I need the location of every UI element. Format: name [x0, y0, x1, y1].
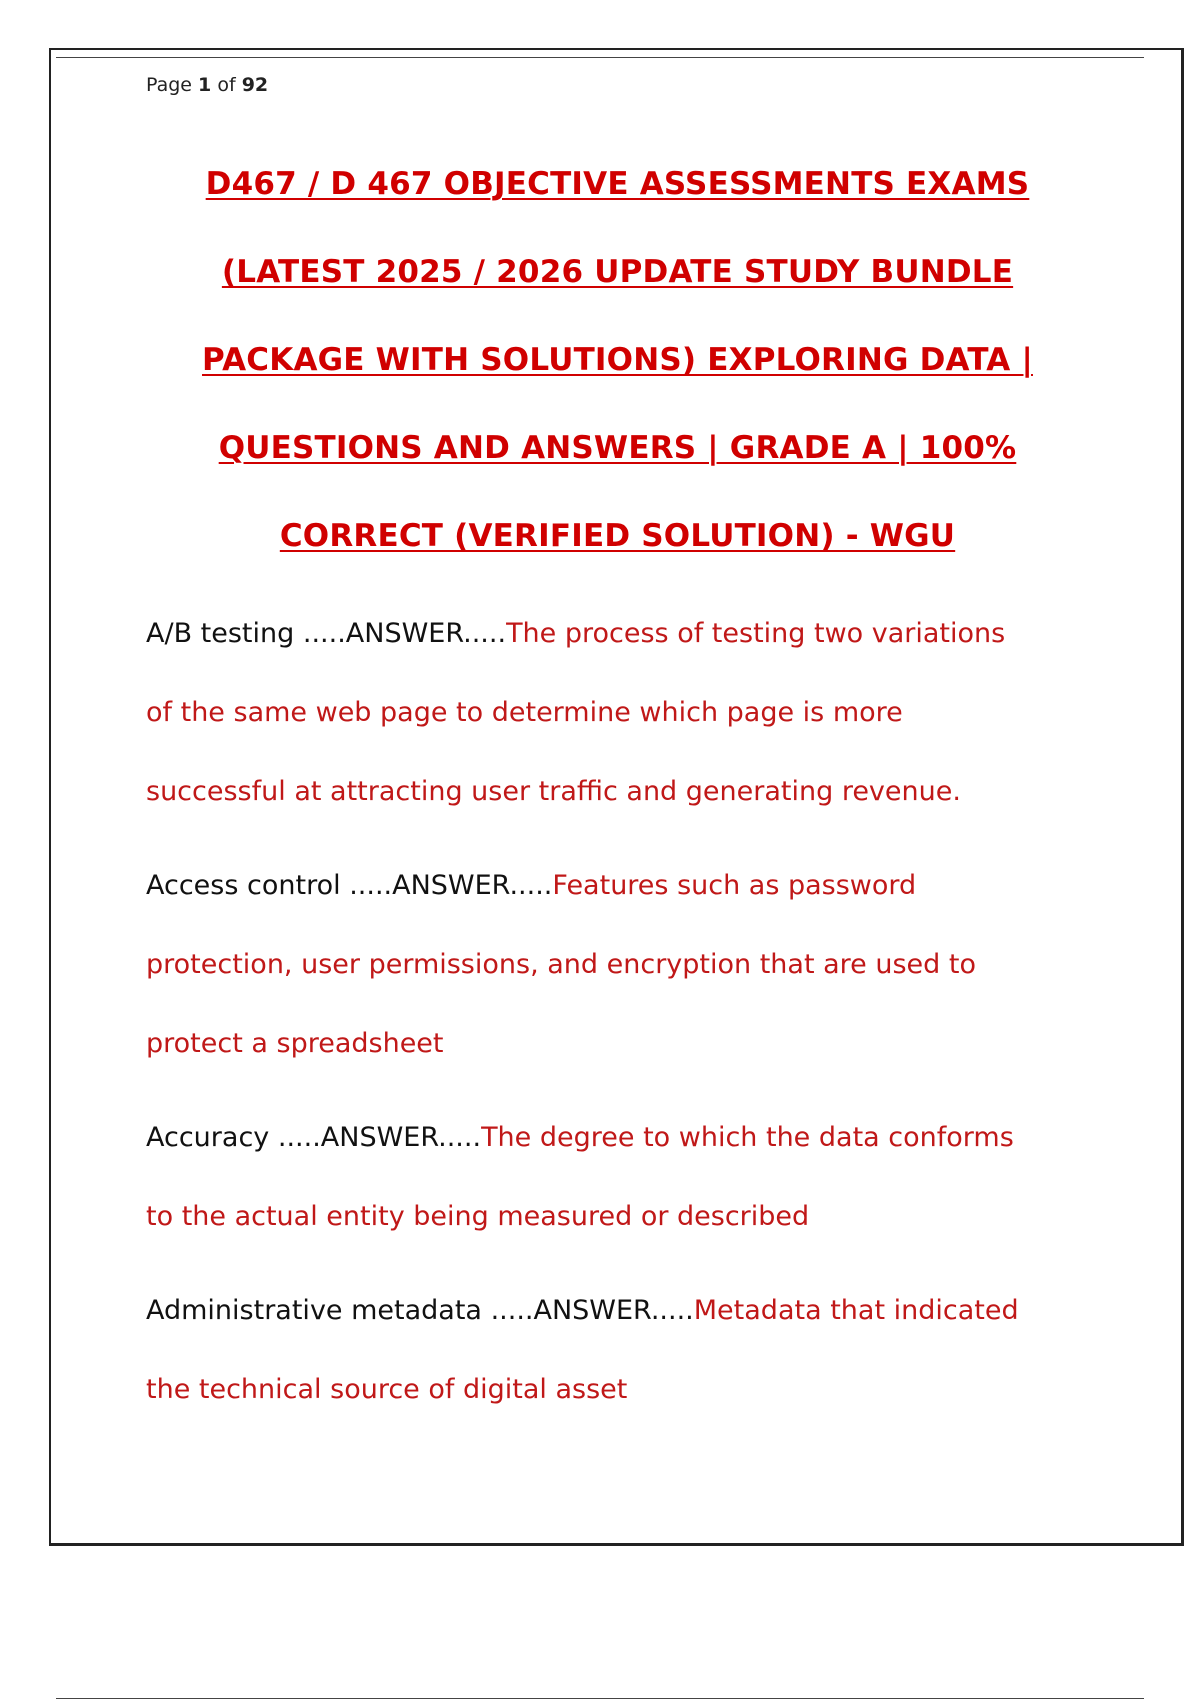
of-word: of: [217, 74, 236, 96]
entry-definition: Features such as password: [552, 870, 917, 901]
entry-term: Accuracy: [146, 1122, 270, 1153]
entry-definition-line: successful at attracting user traffic and generating revenue.: [146, 776, 961, 807]
next-page-top-rule: [56, 1698, 1144, 1699]
entry-definition-line: the technical source of digital asset: [146, 1374, 628, 1405]
entry-first-line: [146, 1271, 1126, 1350]
qa-entry-ab-testing: [146, 594, 1126, 831]
page-word: Page: [146, 74, 192, 96]
entry-definition: Metadata that indicated: [693, 1295, 1019, 1326]
entry-definition-line: protect a spreadsheet: [146, 1028, 444, 1059]
entry-term: A/B testing: [146, 618, 295, 649]
total-page-count: 92: [241, 74, 269, 96]
entry-first-line: [146, 1098, 1126, 1177]
qa-entries: [146, 594, 1126, 1444]
qa-entry-administrative-metadata: [146, 1271, 1126, 1429]
answer-separator: .....ANSWER.....: [294, 618, 507, 649]
entry-definition: The process of testing two variations: [506, 618, 1006, 649]
answer-separator: .....ANSWER.....: [481, 1295, 694, 1326]
title-line: CORRECT (VERIFIED SOLUTION) - WGU: [279, 518, 956, 554]
page-number-label: [146, 74, 268, 96]
title-line: QUESTIONS AND ANSWERS | GRADE A | 100%: [218, 430, 1017, 466]
title-line: D467 / D 467 OBJECTIVE ASSESSMENTS EXAMS: [205, 166, 1030, 202]
title-line: PACKAGE WITH SOLUTIONS) EXPLORING DATA |: [202, 342, 1033, 378]
entry-definition: The degree to which the data conforms: [481, 1122, 1014, 1153]
entry-definition-line: protection, user permissions, and encryption that are used to: [146, 949, 976, 980]
entry-first-line: [146, 846, 1126, 925]
entry-definition-line: to the actual entity being measured or described: [146, 1201, 810, 1232]
entry-term: Access control: [146, 870, 341, 901]
entry-first-line: [146, 594, 1126, 673]
answer-separator: .....ANSWER.....: [340, 870, 553, 901]
entry-term: Administrative metadata: [146, 1295, 482, 1326]
document-title: [100, 140, 1135, 580]
qa-entry-access-control: [146, 846, 1126, 1083]
qa-entry-accuracy: [146, 1098, 1126, 1256]
title-line: (LATEST 2025 / 2026 UPDATE STUDY BUNDLE: [221, 254, 1014, 290]
answer-separator: .....ANSWER.....: [269, 1122, 482, 1153]
entry-definition-line: of the same web page to determine which page is more: [146, 697, 903, 728]
current-page-number: 1: [198, 74, 212, 96]
